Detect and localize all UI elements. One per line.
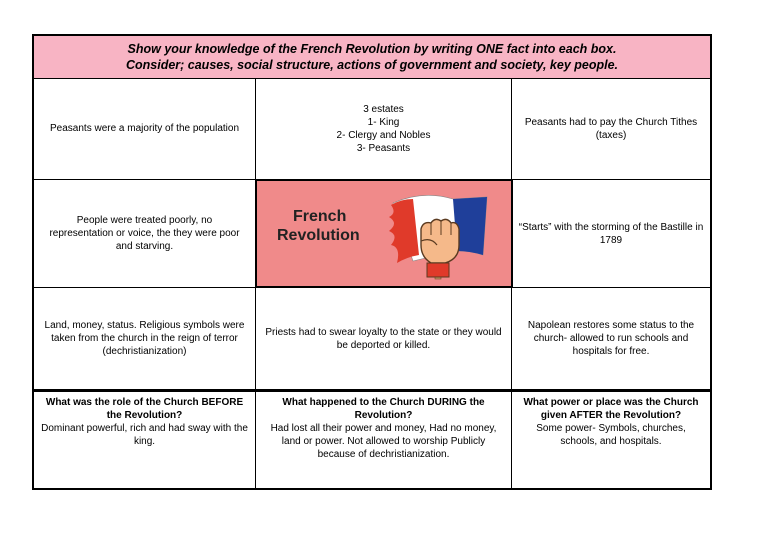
fact-text: Napolean restores some status to the church- allowed to run schools and hospitals for free. (527, 320, 695, 357)
fact-text: Priests had to swear loyalty to the state or they would be deported or killed. (265, 326, 502, 351)
fact-box[interactable] (34, 180, 255, 287)
fact-text: People were treated poorly, no representation or voice, the they were poor and starving. (49, 215, 240, 252)
fact-text: “Starts” with the storming of the Bastille in 1789 (518, 221, 704, 246)
fact-box[interactable] (512, 180, 710, 287)
answer-text: Some power- Symbols, churches, schools, and hospitals. (536, 423, 686, 447)
fact-text: 1- King (367, 116, 400, 128)
center-title-line: Revolution (277, 227, 360, 244)
fact-text: Land, money, status. Religious symbols were taken from the church in the reign of terror (dechristianization) (44, 320, 245, 357)
fact-text: 3- Peasants (356, 142, 411, 154)
fact-box[interactable] (256, 288, 511, 389)
question-text: What was the role of the Church BEFORE the Revolution? (45, 397, 244, 421)
question-box[interactable] (512, 392, 710, 488)
question-box[interactable] (34, 392, 255, 488)
instructions-line-1: Show your knowledge of the French Revolution by writing ONE fact into each box. (127, 42, 617, 56)
fact-text: 2- Clergy and Nobles (336, 129, 431, 141)
fist-with-french-flag-icon (383, 185, 493, 285)
fact-text: 3 estates (363, 103, 404, 115)
question-box[interactable] (256, 392, 511, 488)
fact-box[interactable] (512, 288, 710, 389)
fact-box[interactable] (256, 78, 511, 179)
fact-box[interactable] (34, 288, 255, 389)
fact-box[interactable] (512, 78, 710, 179)
answer-text: Dominant powerful, rich and had sway with the king. (41, 423, 248, 447)
instructions-line-2: Consider; causes, social structure, actions of government and society, key people. (125, 58, 619, 72)
center-title-box (255, 179, 513, 288)
worksheet (32, 34, 712, 490)
question-text: What power or place was the Church given AFTER the Revolution? (523, 397, 699, 421)
answer-text: Had lost all their power and money, Had no money, land or power. Not allowed to worship Publicly because of dechristianization. (270, 423, 497, 460)
fact-text: Peasants had to pay the Church Tithes (taxes) (524, 116, 698, 141)
question-text: What happened to the Church DURING the Revolution? (282, 397, 485, 421)
fact-box[interactable] (34, 78, 255, 179)
center-title-line: French (293, 208, 347, 225)
center-title (277, 207, 360, 245)
instructions-header (34, 36, 710, 79)
fact-text: Peasants were a majority of the population (50, 123, 239, 134)
